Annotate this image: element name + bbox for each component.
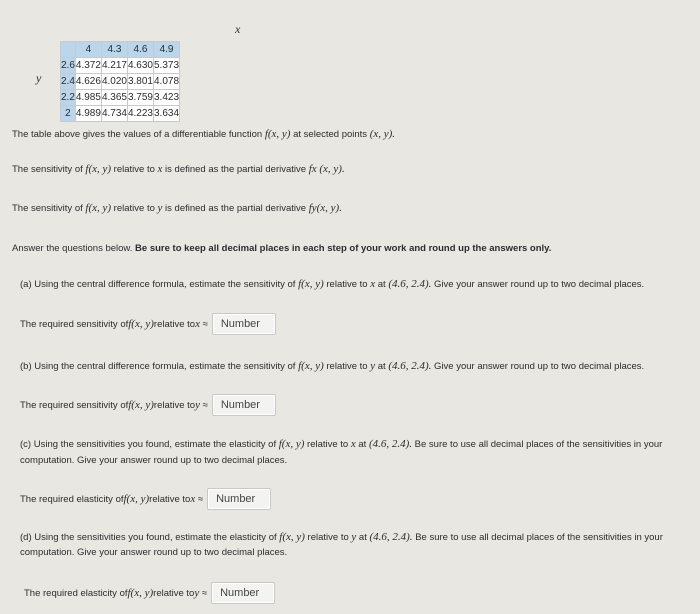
intro-table-description: The table above gives the values of a differentiable function f(x, y) at selected points (x, y). — [12, 128, 396, 140]
value-cell: 3.423 — [154, 90, 180, 106]
answer-b-input[interactable]: Number — [212, 394, 276, 416]
value-cell: 5.373 — [154, 58, 180, 74]
function-values-table — [60, 41, 180, 122]
value-cell: 4.734 — [101, 106, 127, 122]
table-row — [61, 58, 180, 74]
value-cell: 4.630 — [127, 58, 153, 74]
value-cell: 4.372 — [75, 58, 101, 74]
approx-symbol: ≈ — [202, 318, 208, 330]
answer-d-input[interactable]: Number — [211, 582, 275, 604]
value-cell: 4.365 — [101, 90, 127, 106]
intro-instructions: Answer the questions below. Be sure to keep all decimal places in each step of your work and round up the answers only. — [12, 243, 552, 254]
value-cell: 3.759 — [127, 90, 153, 106]
y-axis-label: y — [36, 71, 42, 85]
answer-a-line: The required sensitivity of f(x, y) relative to x ≈ Number — [20, 313, 276, 335]
value-cell: 3.634 — [154, 106, 180, 122]
answer-c-input[interactable]: Number — [207, 488, 271, 510]
table-row — [61, 90, 180, 106]
approx-symbol: ≈ — [202, 399, 208, 411]
value-cell: 4.985 — [75, 90, 101, 106]
value-cell: 4.217 — [101, 58, 127, 74]
question-d-text-line2: computation. Give your answer round up to two decimal places. — [20, 547, 288, 558]
x-header-cell: 4.9 — [154, 42, 180, 58]
value-cell: 4.020 — [101, 74, 127, 90]
answer-d-line: The required elasticity of f(x, y) relative to y ≈ Number — [24, 582, 275, 604]
answer-b-line: The required sensitivity of f(x, y) relative to y ≈ Number — [20, 394, 276, 416]
question-b-text: (b) Using the central difference formula, estimate the sensitivity of f(x, y) relative to y at (4.6, 2.4). Give your answer round up to two decimal places. — [20, 360, 645, 372]
value-cell: 4.223 — [127, 106, 153, 122]
value-cell: 3.801 — [127, 74, 153, 90]
y-header-cell: 2 — [61, 106, 76, 122]
table-row — [61, 74, 180, 90]
approx-symbol: ≈ — [197, 493, 204, 505]
value-cell: 4.078 — [154, 74, 180, 90]
x-header-row — [61, 42, 180, 58]
corner-cell — [61, 42, 76, 58]
question-d-text: (d) Using the sensitivities you found, estimate the elasticity of f(x, y) relative to y at (4.6, 2.4). Be sure to use all decimal places of the sensitivities in your — [20, 531, 663, 543]
approx-symbol: ≈ — [201, 587, 208, 599]
x-axis-label: x — [235, 22, 241, 36]
y-header-cell: 2.6 — [61, 58, 76, 74]
question-c-text-line2: computation. Give your answer round up to two decimal places. — [20, 455, 288, 466]
question-c-text: (c) Using the sensitivities you found, estimate the elasticity of f(x, y) relative to x at (4.6, 2.4). Be sure to use all decimal places of the sensitivities in your — [20, 438, 663, 450]
intro-sensitivity-x: The sensitivity of f(x, y) relative to x is defined as the partial derivative fx (x, y). — [12, 163, 345, 175]
x-header-cell: 4.6 — [127, 42, 153, 58]
x-header-cell: 4.3 — [101, 42, 127, 58]
answer-c-line: The required elasticity of f(x, y) relative to x ≈ Number — [20, 488, 271, 510]
table-row — [61, 106, 180, 122]
value-cell: 4.989 — [75, 106, 101, 122]
y-header-cell: 2.2 — [61, 90, 76, 106]
intro-sensitivity-y: The sensitivity of f(x, y) relative to y is defined as the partial derivative fy(x, y). — [12, 202, 342, 214]
question-a-text: (a) Using the central difference formula, estimate the sensitivity of f(x, y) relative to x at (4.6, 2.4). Give your answer round up to two decimal places. — [20, 278, 645, 290]
value-cell: 4.626 — [75, 74, 101, 90]
x-header-cell: 4 — [75, 42, 101, 58]
y-header-cell: 2.4 — [61, 74, 76, 90]
answer-a-input[interactable]: Number — [212, 313, 276, 335]
